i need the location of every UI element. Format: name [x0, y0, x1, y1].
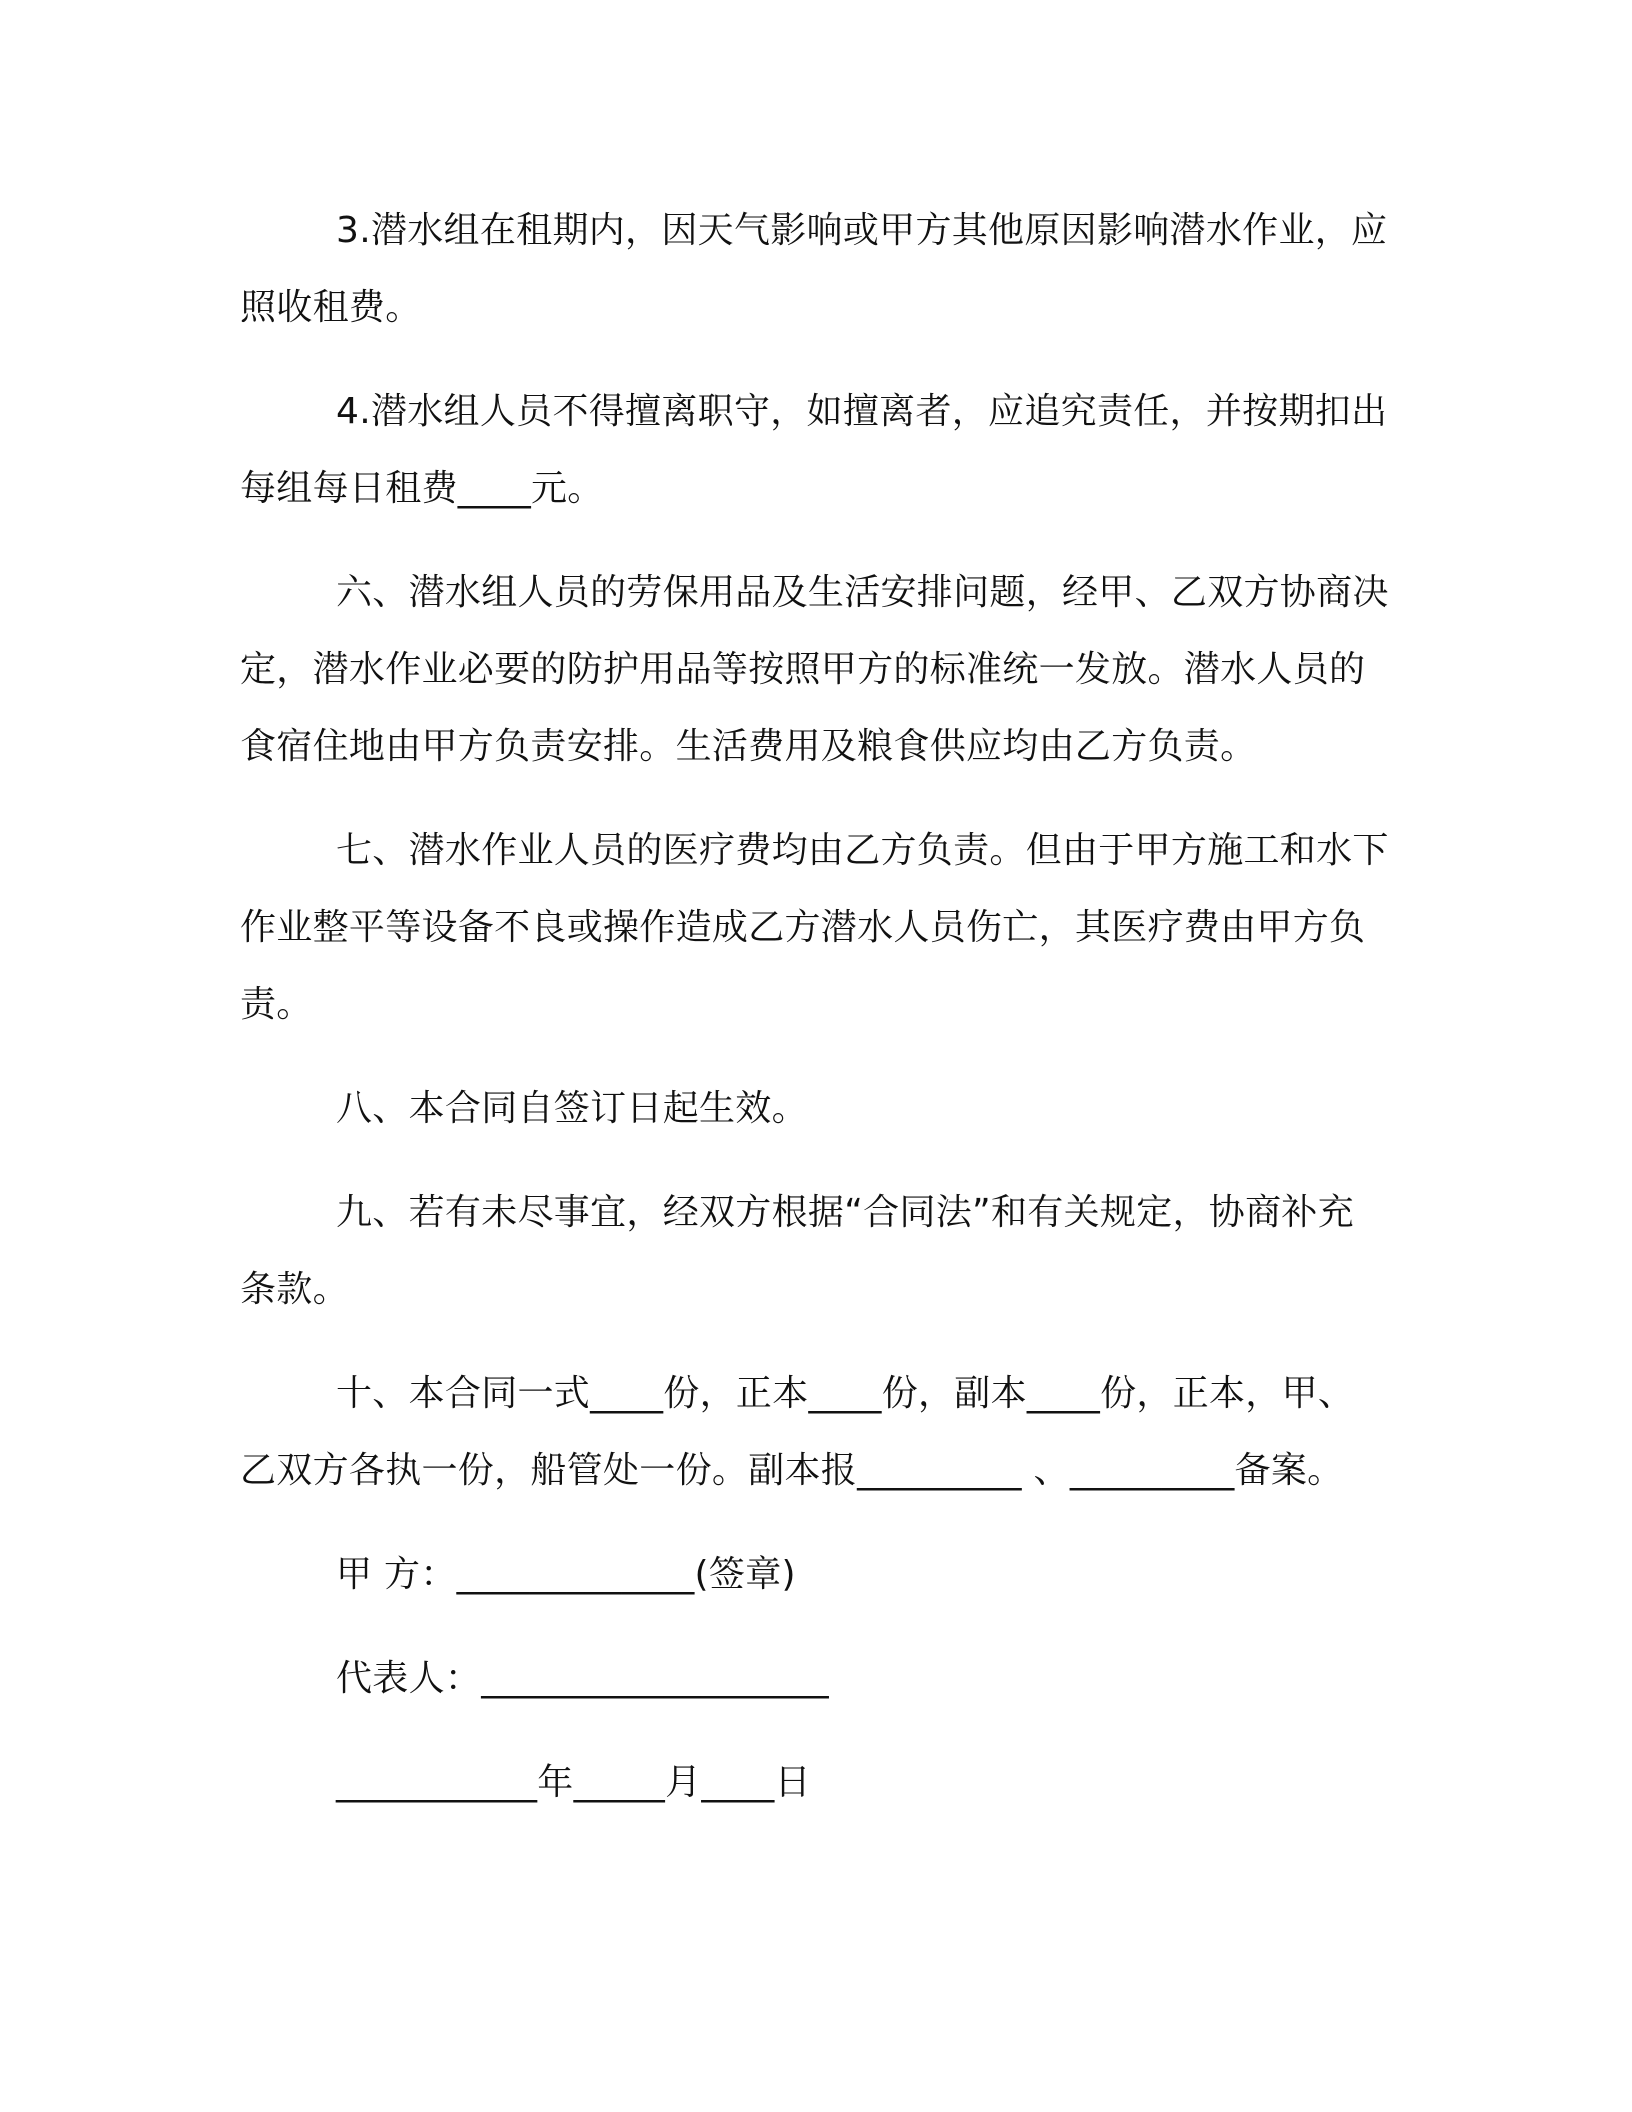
representative-line: 代表人：___________________ — [336, 1658, 829, 1699]
clause-6-supplies-and-living: 六、潜水组人员的劳保用品及生活安排问题，经甲、乙双方协商决定，潜水作业必要的防护用品等按照甲方的标准统一发放。潜水人员的食宿住地由甲方负责安排。生活费用及粮食供应均由乙方负责。 — [240, 572, 1389, 767]
clause-8-effective-date: 八、本合同自签订日起生效。 — [336, 1088, 808, 1129]
clause-7-medical-costs: 七、潜水作业人员的医疗费均由乙方负责。但由于甲方施工和水下作业整平等设备不良或操作造成乙方潜水人员伤亡，其医疗费由甲方负责。 — [240, 830, 1389, 1025]
clause-9-supplementary-terms: 九、若有未尽事宜，经双方根据“合同法”和有关规定，协商补充条款。 — [240, 1192, 1355, 1310]
date-line: ___________年_____月____日 — [336, 1762, 811, 1803]
contract-body — [240, 192, 1390, 1848]
clause-4-absence-penalty: 4.潜水组人员不得擅离职守，如擅离者，应追究责任，并按期扣出每组每日租费____元。 — [240, 391, 1388, 509]
clause-10-copies: 十、本合同一式____份，正本____份，副本____份，正本，甲、乙双方各执一份，船管处一份。副本报_________ 、_________备案。 — [240, 1373, 1355, 1491]
clause-3-rent-during-lease: 3.潜水组在租期内，因天气影响或甲方其他原因影响潜水作业，应照收租费。 — [240, 210, 1388, 328]
party-a-signature-line: 甲 方：_____________(签章) — [336, 1554, 796, 1595]
signature-block — [240, 1536, 1390, 1821]
